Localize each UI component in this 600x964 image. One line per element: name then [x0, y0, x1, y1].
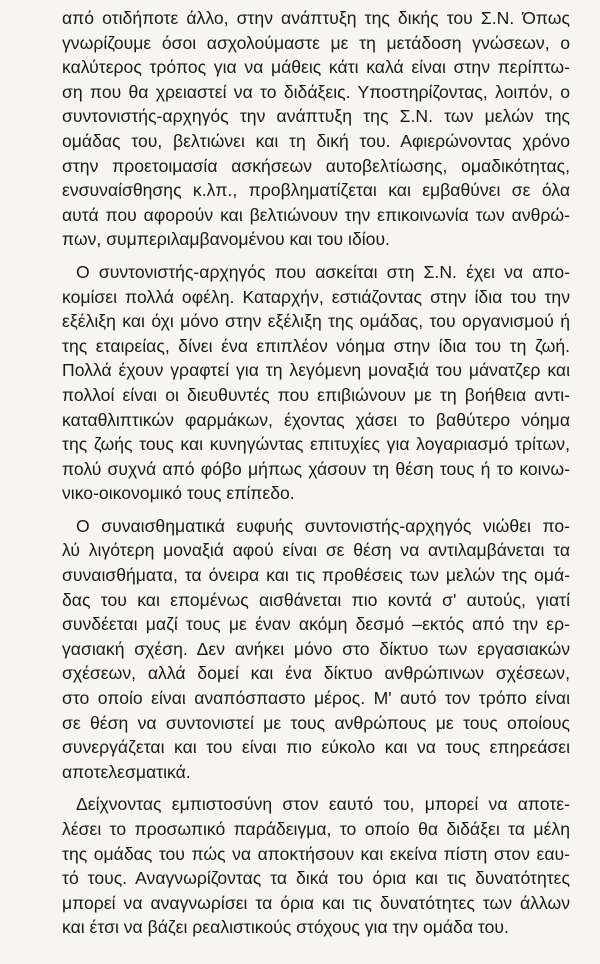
text-line: συνδέεται μαζί τους με έναν ακόμη δεσμό –εκτός από την ερ- — [62, 614, 570, 635]
text-line: σχέσεων, αλλά δομεί και ένα δίκτυο ανθρώπινων σχέσεων, — [62, 663, 570, 684]
text-line: αυτά που αφορούν και βελτιώνουν την επικοινωνία των ανθρώ- — [62, 204, 570, 225]
text-line: στην προετοιμασία ασκήσεων αυτοβελτίωσης, ομαδικότητας, — [62, 155, 570, 176]
text-line: νικο-οικονομικό τους επίπεδο. — [62, 483, 295, 504]
paragraph-1 — [62, 6, 570, 252]
text-line: γασιακή σχέση. Δεν ανήκει μόνο στο δίκτυο των εργασιακών — [62, 638, 570, 659]
text-line: πων, συμπεριλαμβανομένου και του ιδίου. — [62, 229, 390, 250]
paragraph-spacer — [62, 506, 570, 514]
text-line: δας του και επομένως αισθάνεται πιο κοντά σ' αυτούς, γιατί — [62, 589, 570, 610]
paragraph-spacer — [62, 252, 570, 260]
text-line: και έτσι να βάζει ρεαλιστικούς στόχους για την ομάδα του. — [62, 917, 509, 938]
text-line: σε θέση να συντονιστεί με τους ανθρώπους με τους οποίους — [62, 712, 570, 733]
paragraph-spacer — [62, 784, 570, 792]
text-line: εξέλιξη και όχι μόνο στην εξέλιξη της ομάδας, του οργανισμού ή — [62, 311, 570, 332]
text-line: συναισθήματα, τα όνειρα και τις προθέσεις των μελών της ομά- — [62, 565, 570, 586]
paragraph-3 — [62, 514, 570, 785]
text-line: συνεργάζεται και του είναι πιο εύκολο και να τους επηρεάσει — [62, 737, 570, 758]
text-line: γνωρίζουμε όσοι ασχολούμαστε με τη μετάδοση γνώσεων, ο — [62, 32, 570, 53]
text-line: Ο συναισθηματικά ευφυής συντονιστής-αρχηγός νιώθει πο- — [76, 515, 570, 536]
text-line: της ομάδας του πώς να αποκτήσουν και εκείνα πίστη στον εαυ- — [62, 843, 570, 864]
text-line: Πολλά έχουν γραφτεί για τη λεγόμενη μοναξιά του μάνατζερ και — [62, 360, 570, 381]
text-line: Δείχνοντας εμπιστοσύνη στον εαυτό του, μπορεί να αποτε- — [76, 794, 570, 815]
text-line: καταθλιπτικών φαρμάκων, έχοντας χάσει το βαθύτερο νόημα — [62, 409, 570, 430]
text-line: της εταιρείας, δίνει ένα επιπλέον νόημα στην ίδια του τη ζωή. — [62, 335, 570, 356]
text-line: από οτιδήποτε άλλο, στην ανάπτυξη της δικής του Σ.Ν. Όπως — [62, 8, 570, 28]
text-line: κομίσει πολλά οφέλη. Καταρχήν, εστιάζοντας στην ίδια του την — [62, 286, 570, 307]
text-line: καλύτερος τρόπος για να μάθεις κάτι καλά είναι στην περίπτω- — [62, 57, 570, 78]
text-line: ση που θα χρειαστεί να το διδάξεις. Υποστηρίζοντας, λοιπόν, ο — [62, 81, 570, 102]
text-line: αποτελεσματικά. — [62, 761, 191, 782]
text-line: ομάδας του, βελτιώνει και τη δική του. Αφιερώνοντας χρόνο — [62, 130, 570, 151]
text-line: πολύ συχνά από φόβο μήπως χάσουν τη θέση τους ή το κοινω- — [62, 458, 570, 479]
text-line: Ο συντονιστής-αρχηγός που ασκείται στη Σ.Ν. έχει να απο- — [76, 261, 570, 282]
text-line: συντονιστής-αρχηγός την ανάπτυξη της Σ.Ν. των μελών της — [62, 106, 570, 127]
text-line: ενσυναίσθησης κ.λπ., προβληματίζεται και εμβαθύνει σε όλα — [62, 180, 570, 201]
paragraph-2 — [62, 260, 570, 506]
text-line: στο οποίο είναι αναπόσπαστο μέρος. Μ' αυτό τον τρόπο είναι — [62, 688, 570, 709]
text-line: μπορεί να αναγνωρίσει τα όρια και τις δυνατότητες των άλλων — [62, 892, 570, 913]
text-line: της ζωής τους και κυνηγώντας επιτυχίες για λογαριασμό τρίτων, — [62, 434, 570, 455]
text-line: λύ λιγότερη μοναξιά αφού είναι σε θέση να αντιλαμβάνεται τα — [62, 540, 570, 561]
text-line: πολλοί είναι οι διευθυντές που επιβιώνουν με τη βοήθεια αντι- — [62, 384, 570, 405]
text-line: λέσει το προσωπικό παράδειγμα, το οποίο θα διδάξει τα μέλη — [62, 819, 570, 839]
paragraph-4 — [62, 792, 570, 940]
text-line: τό τους. Αναγνωρίζοντας τα δικά του όρια και τις δυνατότητες — [62, 868, 570, 889]
